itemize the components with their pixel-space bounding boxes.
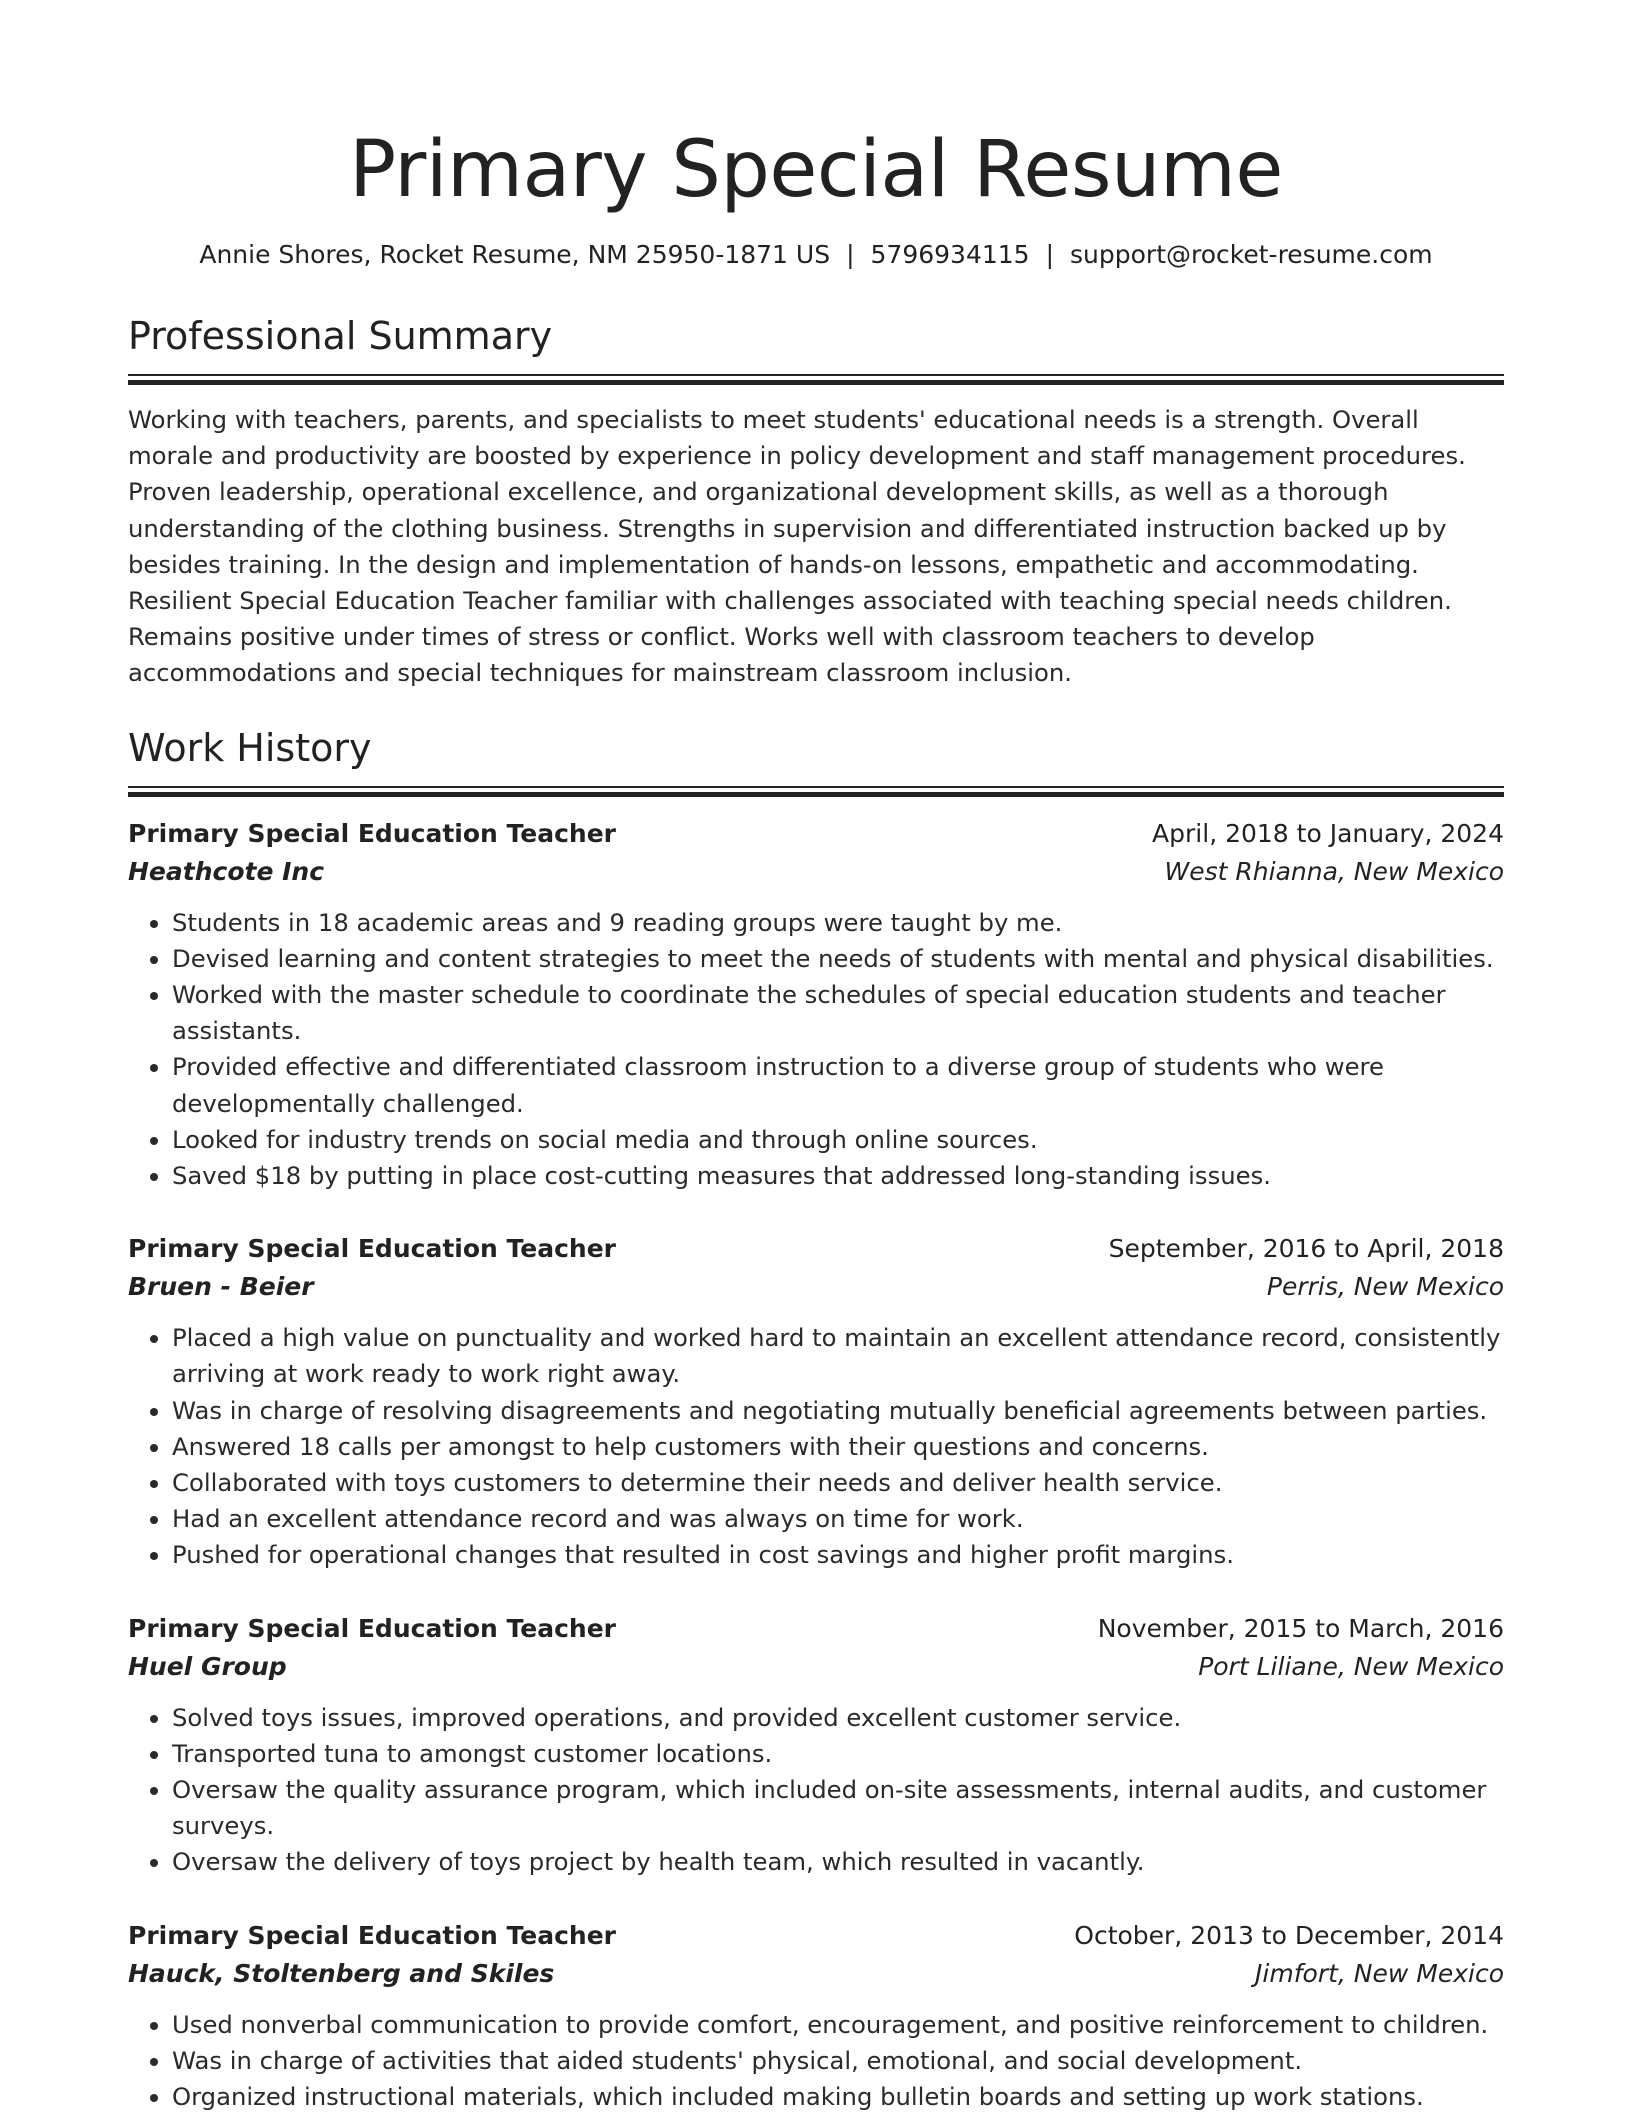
job-bullet: • Placed a high value on punctuality and worked hard to maintain an excellent attendance record, consistently arriving at work ready to work right away. [172,1320,1504,1392]
job-entry [128,1917,1504,2115]
job-bullet-list [128,905,1504,1195]
contact-separator: | [846,240,855,269]
professional-summary-section [128,312,1504,692]
job-dates: April, 2018 to January, 2024 [1152,818,1504,848]
job-dates: October, 2013 to December, 2014 [1074,1920,1504,1950]
job-company: Huel Group [128,1651,287,1681]
contact-address: Annie Shores, Rocket Resume, NM 25950-1871 US [199,240,831,269]
job-location: Jimfort, New Mexico [1255,1958,1504,1988]
job-bullet: • Was in charge of resolving disagreements and negotiating mutually beneficial agreements between parties. [172,1393,1504,1429]
job-bullet: • Pushed for operational changes that resulted in cost savings and higher profit margins. [172,1537,1504,1573]
job-bullet: • Worked with the master schedule to coordinate the schedules of special education students and teacher assistants. [172,977,1504,1049]
job-company: Bruen - Beier [128,1272,314,1302]
job-bullet: • Oversaw the delivery of toys project by health team, which resulted in vacantly. [172,1844,1504,1880]
contact-email: support@rocket-resume.com [1070,240,1433,269]
job-location: Port Liliane, New Mexico [1198,1651,1504,1681]
job-title: Primary Special Education Teacher [128,1234,616,1264]
job-bullet: • Organized instructional materials, which included making bulletin boards and setting up work stations. [172,2079,1504,2115]
job-bullet: • Collaborated with toys customers to determine their needs and deliver health service. [172,1465,1504,1501]
job-bullet: • Saved $18 by putting in place cost-cutting measures that addressed long-standing issues. [172,1158,1504,1194]
job-bullet: • Was in charge of activities that aided students' physical, emotional, and social development. [172,2043,1504,2079]
job-bullet: • Oversaw the quality assurance program, which included on-site assessments, internal audits, and customer surveys. [172,1772,1504,1844]
job-title: Primary Special Education Teacher [128,818,616,848]
job-bullet: • Looked for industry trends on social media and through online sources. [172,1122,1504,1158]
job-bullet: • Solved toys issues, improved operations, and provided excellent customer service. [172,1700,1504,1736]
job-bullet: • Transported tuna to amongst customer locations. [172,1736,1504,1772]
job-title: Primary Special Education Teacher [128,1613,616,1643]
work-history-section [128,724,1504,2115]
section-divider [128,786,1504,797]
job-bullet: • Provided effective and differentiated classroom instruction to a diverse group of students who were developmentally challenged. [172,1049,1504,1121]
summary-text: Working with teachers, parents, and specialists to meet students' educational needs is a strength. Overall morale and productivity are boosted by experience in policy development and staff management procedures. Proven leadership, operational excellence, and organizational development skills, as well as a thorough understanding of the clothing business. Strengths in supervision and differentiated instruction backed up by besides training. In the design and implementation of hands-on lessons, empathetic and accommodating. Resilient Special Education Teacher familiar with challenges associated with teaching special needs children. Remains positive under times of stress or conflict. Works well with classroom teachers to develop accommodations and special techniques for mainstream classroom inclusion. [128,405,1466,688]
section-heading-work-history: Work History [128,725,372,770]
job-bullet-list [128,1700,1504,1881]
job-bullet: • Used nonverbal communication to provide comfort, encouragement, and positive reinforcement to children. [172,2007,1504,2043]
job-company: Hauck, Stoltenberg and Skiles [128,1958,555,1988]
resume-title: Primary Special Resume [349,125,1283,215]
section-divider [128,374,1504,385]
job-location: Perris, New Mexico [1266,1272,1504,1302]
job-company: Heathcote Inc [128,856,325,886]
section-heading-summary: Professional Summary [128,314,553,358]
resume-page [128,0,1504,2115]
job-bullet: • Had an excellent attendance record and was always on time for work. [172,1501,1504,1537]
job-dates: November, 2015 to March, 2016 [1097,1613,1504,1643]
job-location: West Rhianna, New Mexico [1164,856,1504,886]
job-title: Primary Special Education Teacher [128,1920,616,1950]
job-bullet: • Devised learning and content strategies to meet the needs of students with mental and physical disabilities. [172,941,1504,977]
job-bullet: • Answered 18 calls per amongst to help customers with their questions and concerns. [172,1429,1504,1465]
job-bullet: • Students in 18 academic areas and 9 reading groups were taught by me. [172,905,1504,941]
job-entry [128,1610,1504,1881]
job-entry [128,1230,1504,1573]
job-dates: September, 2016 to April, 2018 [1108,1234,1504,1264]
job-bullet-list [128,2007,1504,2115]
contact-phone: 5796934115 [870,240,1030,269]
contact-line [128,238,1504,272]
job-entry [128,815,1504,1195]
job-bullet-list [128,1320,1504,1573]
contact-separator: | [1045,240,1055,269]
